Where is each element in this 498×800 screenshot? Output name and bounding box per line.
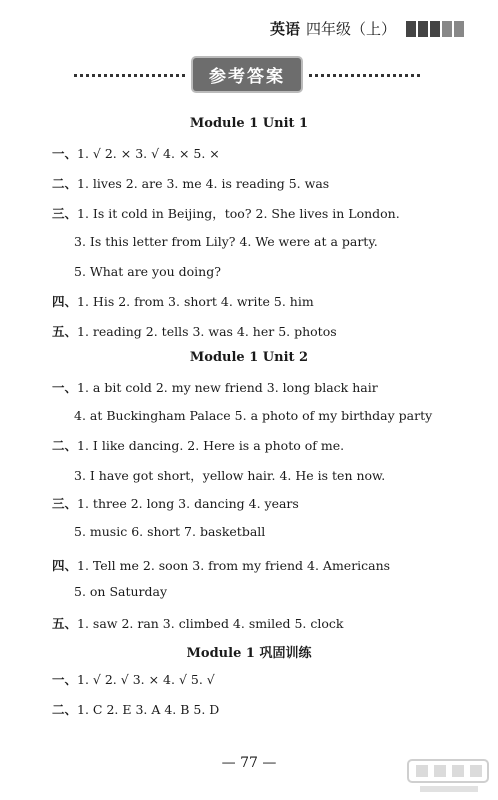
answer-line: 三、1. Is it cold in Beijing，too? 2. She lives in London. xyxy=(52,206,400,221)
answer-line: 一、1. √ 2. √ 3. × 4. √ 5. √ xyxy=(52,672,215,687)
banner-title: 参考答案 xyxy=(193,58,301,91)
answer-line: 二、1. I like dancing. 2. Here is a photo of me. xyxy=(52,438,345,453)
answer-line: 二、1. lives 2. are 3. me 4. is reading 5. was xyxy=(52,176,330,191)
answer-line: 一、1. √ 2. × 3. √ 4. × 5. × xyxy=(52,146,220,161)
section-title-unit1: Module 1 Unit 1 xyxy=(189,116,309,131)
answer-line: 4. at Buckingham Palace 5. a photo of my birthday party xyxy=(74,408,433,423)
answer-line: 二、1. C 2. E 3. A 4. B 5. D xyxy=(52,702,220,717)
answer-line: 一、1. a bit cold 2. my new friend 3. long black hair xyxy=(52,380,378,395)
answer-line: 5. music 6. short 7. basketball xyxy=(74,524,266,539)
answer-line: 3. I have got short，yellow hair. 4. He is ten now. xyxy=(74,468,386,483)
answer-line: 四、1. Tell me 2. soon 3. from my friend 4. Americans xyxy=(52,558,391,573)
header-decoration-bars xyxy=(406,21,464,37)
banner-dotted-line-right xyxy=(309,74,420,77)
answer-line: 五、1. reading 2. tells 3. was 4. her 5. photos xyxy=(52,324,337,339)
answer-line: 5. on Saturday xyxy=(74,584,168,599)
answer-key-banner xyxy=(74,60,420,88)
header-subject: 英语 xyxy=(269,20,300,38)
header-grade: 四年级（上） xyxy=(305,20,396,38)
watermark-logo-icon xyxy=(406,756,492,796)
answer-line: 5. What are you doing? xyxy=(74,264,221,279)
page-header xyxy=(270,18,464,39)
banner-dotted-line-left xyxy=(74,74,185,77)
answer-line: 五、1. saw 2. ran 3. climbed 4. smiled 5. clock xyxy=(52,616,344,631)
answer-line: 三、1. three 2. long 3. dancing 4. years xyxy=(52,496,299,511)
answer-line: 四、1. His 2. from 3. short 4. write 5. him xyxy=(52,294,314,309)
section-title-unit2: Module 1 Unit 2 xyxy=(189,350,309,365)
page-number: — 77 — xyxy=(221,755,277,771)
section-title-review: Module 1 巩固训练 xyxy=(186,646,312,661)
answer-line: 3. Is this letter from Lily? 4. We were at a party. xyxy=(74,234,378,249)
